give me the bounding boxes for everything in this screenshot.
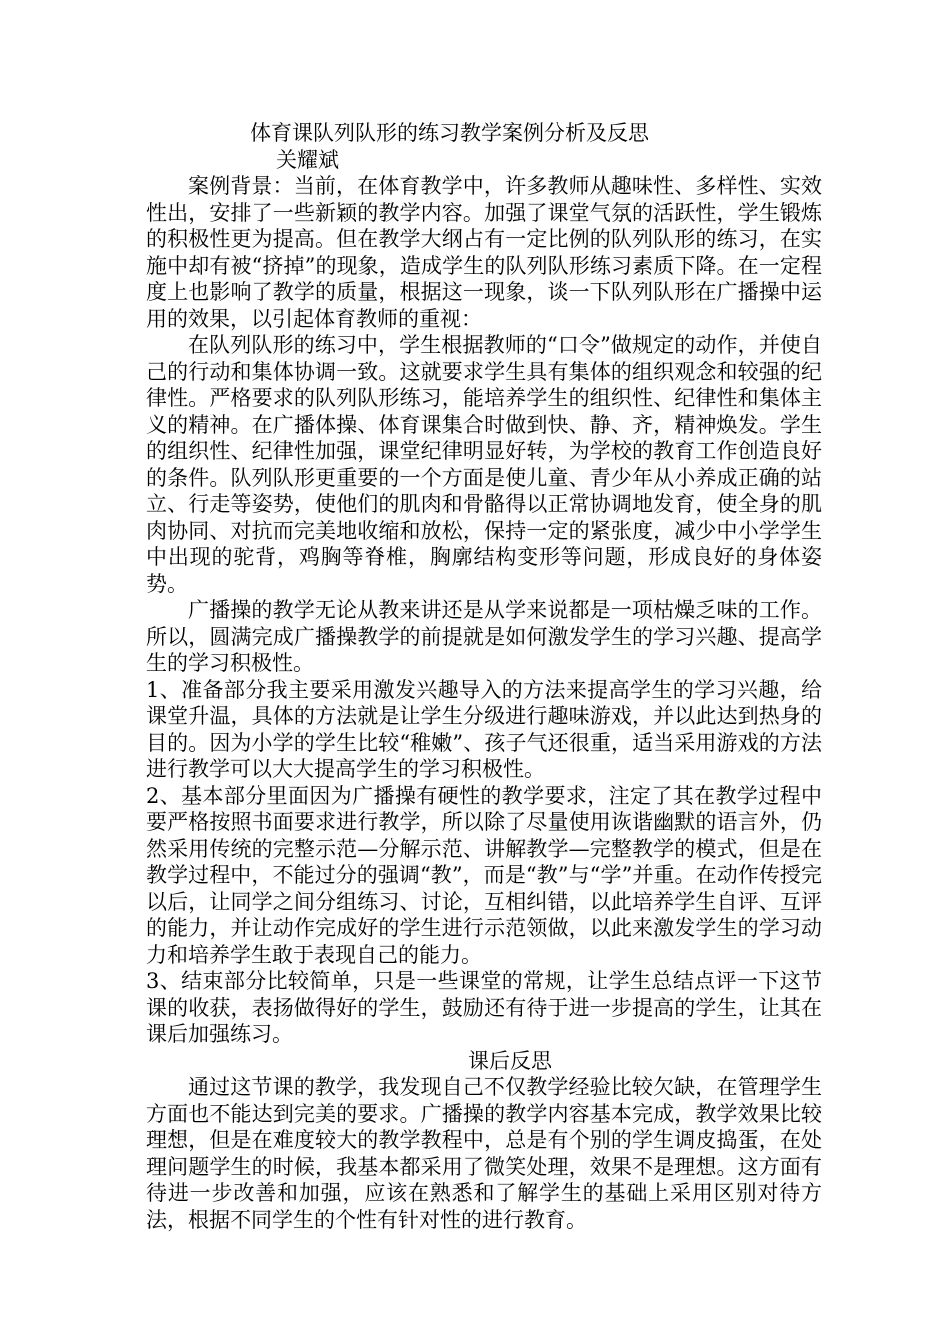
document-body [146, 120, 822, 1233]
reflection-heading: 课后反思 [468, 1048, 552, 1073]
list-item-basic-part: 2、基本部分里面因为广播操有硬性的教学要求，注定了其在教学过程中要严格按照书面要求进行教学，所以除了尽量使用诙谐幽默的语言外，仍然采用传统的完整示范—分解示范、讲解教学—完整教学的模式，但是在教学过程中，不能过分的强调“教”，而是“教”与“学”并重。在动作传授完以后，让同学之间分组练习、讨论，互相纠错，以此培养学生自评、互评的能力，并让动作完成好的学生进行示范领做，以此来激发学生的学习动力和培养学生敢于表现自己的能力。 [146, 783, 822, 967]
paragraph-drill-practice: 在队列队形的练习中，学生根据教师的“口令”做规定的动作，并使自己的行动和集体协调一致。这就要求学生具有集体的组织观念和较强的纪律性。严格要求的队列队形练习，能培养学生的组织性、纪律性和集体主义的精神。在广播体操、体育课集合时做到快、静、齐，精神焕发。学生的组织性、纪律性加强，课堂纪律明显好转，为学校的教育工作创造良好的条件。队列队形更重要的一个方面是使儿童、青少年从小养成正确的站立、行走等姿势，使他们的肌肉和骨骼得以正常协调地发育，使全身的肌肉协同、对抗而完美地收缩和放松，保持一定的紧张度，减少中小学学生中出现的驼背，鸡胸等脊椎，胸廓结构变形等问题，形成良好的身体姿势。 [146, 333, 822, 596]
document-title: 体育课队列队形的练习教学案例分析及反思 [250, 121, 649, 145]
document-author: 关耀斌 [276, 147, 339, 172]
paragraph-background: 案例背景：当前，在体育教学中，许多教师从趣味性、多样性、实效性出，安排了一些新颖的教学内容。加强了课堂气氛的活跃性，学生锻炼的积极性更为提高。但在教学大纲占有一定比例的队列队形的练习，在实施中却有被“挤掉”的现象，造成学生的队列队形练习素质下降。在一定程度上也影响了教学的质量，根据这一现象，谈一下队列队形在广播操中运用的效果，以引起体育教师的重视： [146, 174, 822, 331]
paragraph-reflection: 通过这节课的教学，我发现自己不仅教学经验比较欠缺，在管理学生方面也不能达到完美的要求。广播操的教学内容基本完成，教学效果比较理想，但是在难度较大的教学教程中，总是有个别的学生调皮捣蛋，在处理问题学生的时候，我基本都采用了微笑处理，效果不是理想。这方面有待进一步改善和加强，应该在熟悉和了解学生的基础上采用区别对待方法，根据不同学生的个性有针对性的进行教育。 [146, 1075, 822, 1232]
list-item-ending-part: 3、结束部分比较简单，只是一些课堂的常规，让学生总结点评一下这节课的收获，表扬做得好的学生，鼓励还有待于进一步提高的学生，让其在课后加强练习。 [146, 969, 822, 1046]
paragraph-broadcast-exercise: 广播操的教学无论从教来讲还是从学来说都是一项枯燥乏味的工作。所以，圆满完成广播操教学的前提就是如何激发学生的学习兴趣、提高学生的学习积极性。 [146, 598, 822, 675]
list-item-preparation: 1、准备部分我主要采用激发兴趣导入的方法来提高学生的学习兴趣，给课堂升温，具体的方法就是让学生分级进行趣味游戏，并以此达到热身的目的。因为小学的学生比较“稚嫩”、孩子气还很重，适当采用游戏的方法进行教学可以大大提高学生的学习积极性。 [146, 677, 822, 781]
